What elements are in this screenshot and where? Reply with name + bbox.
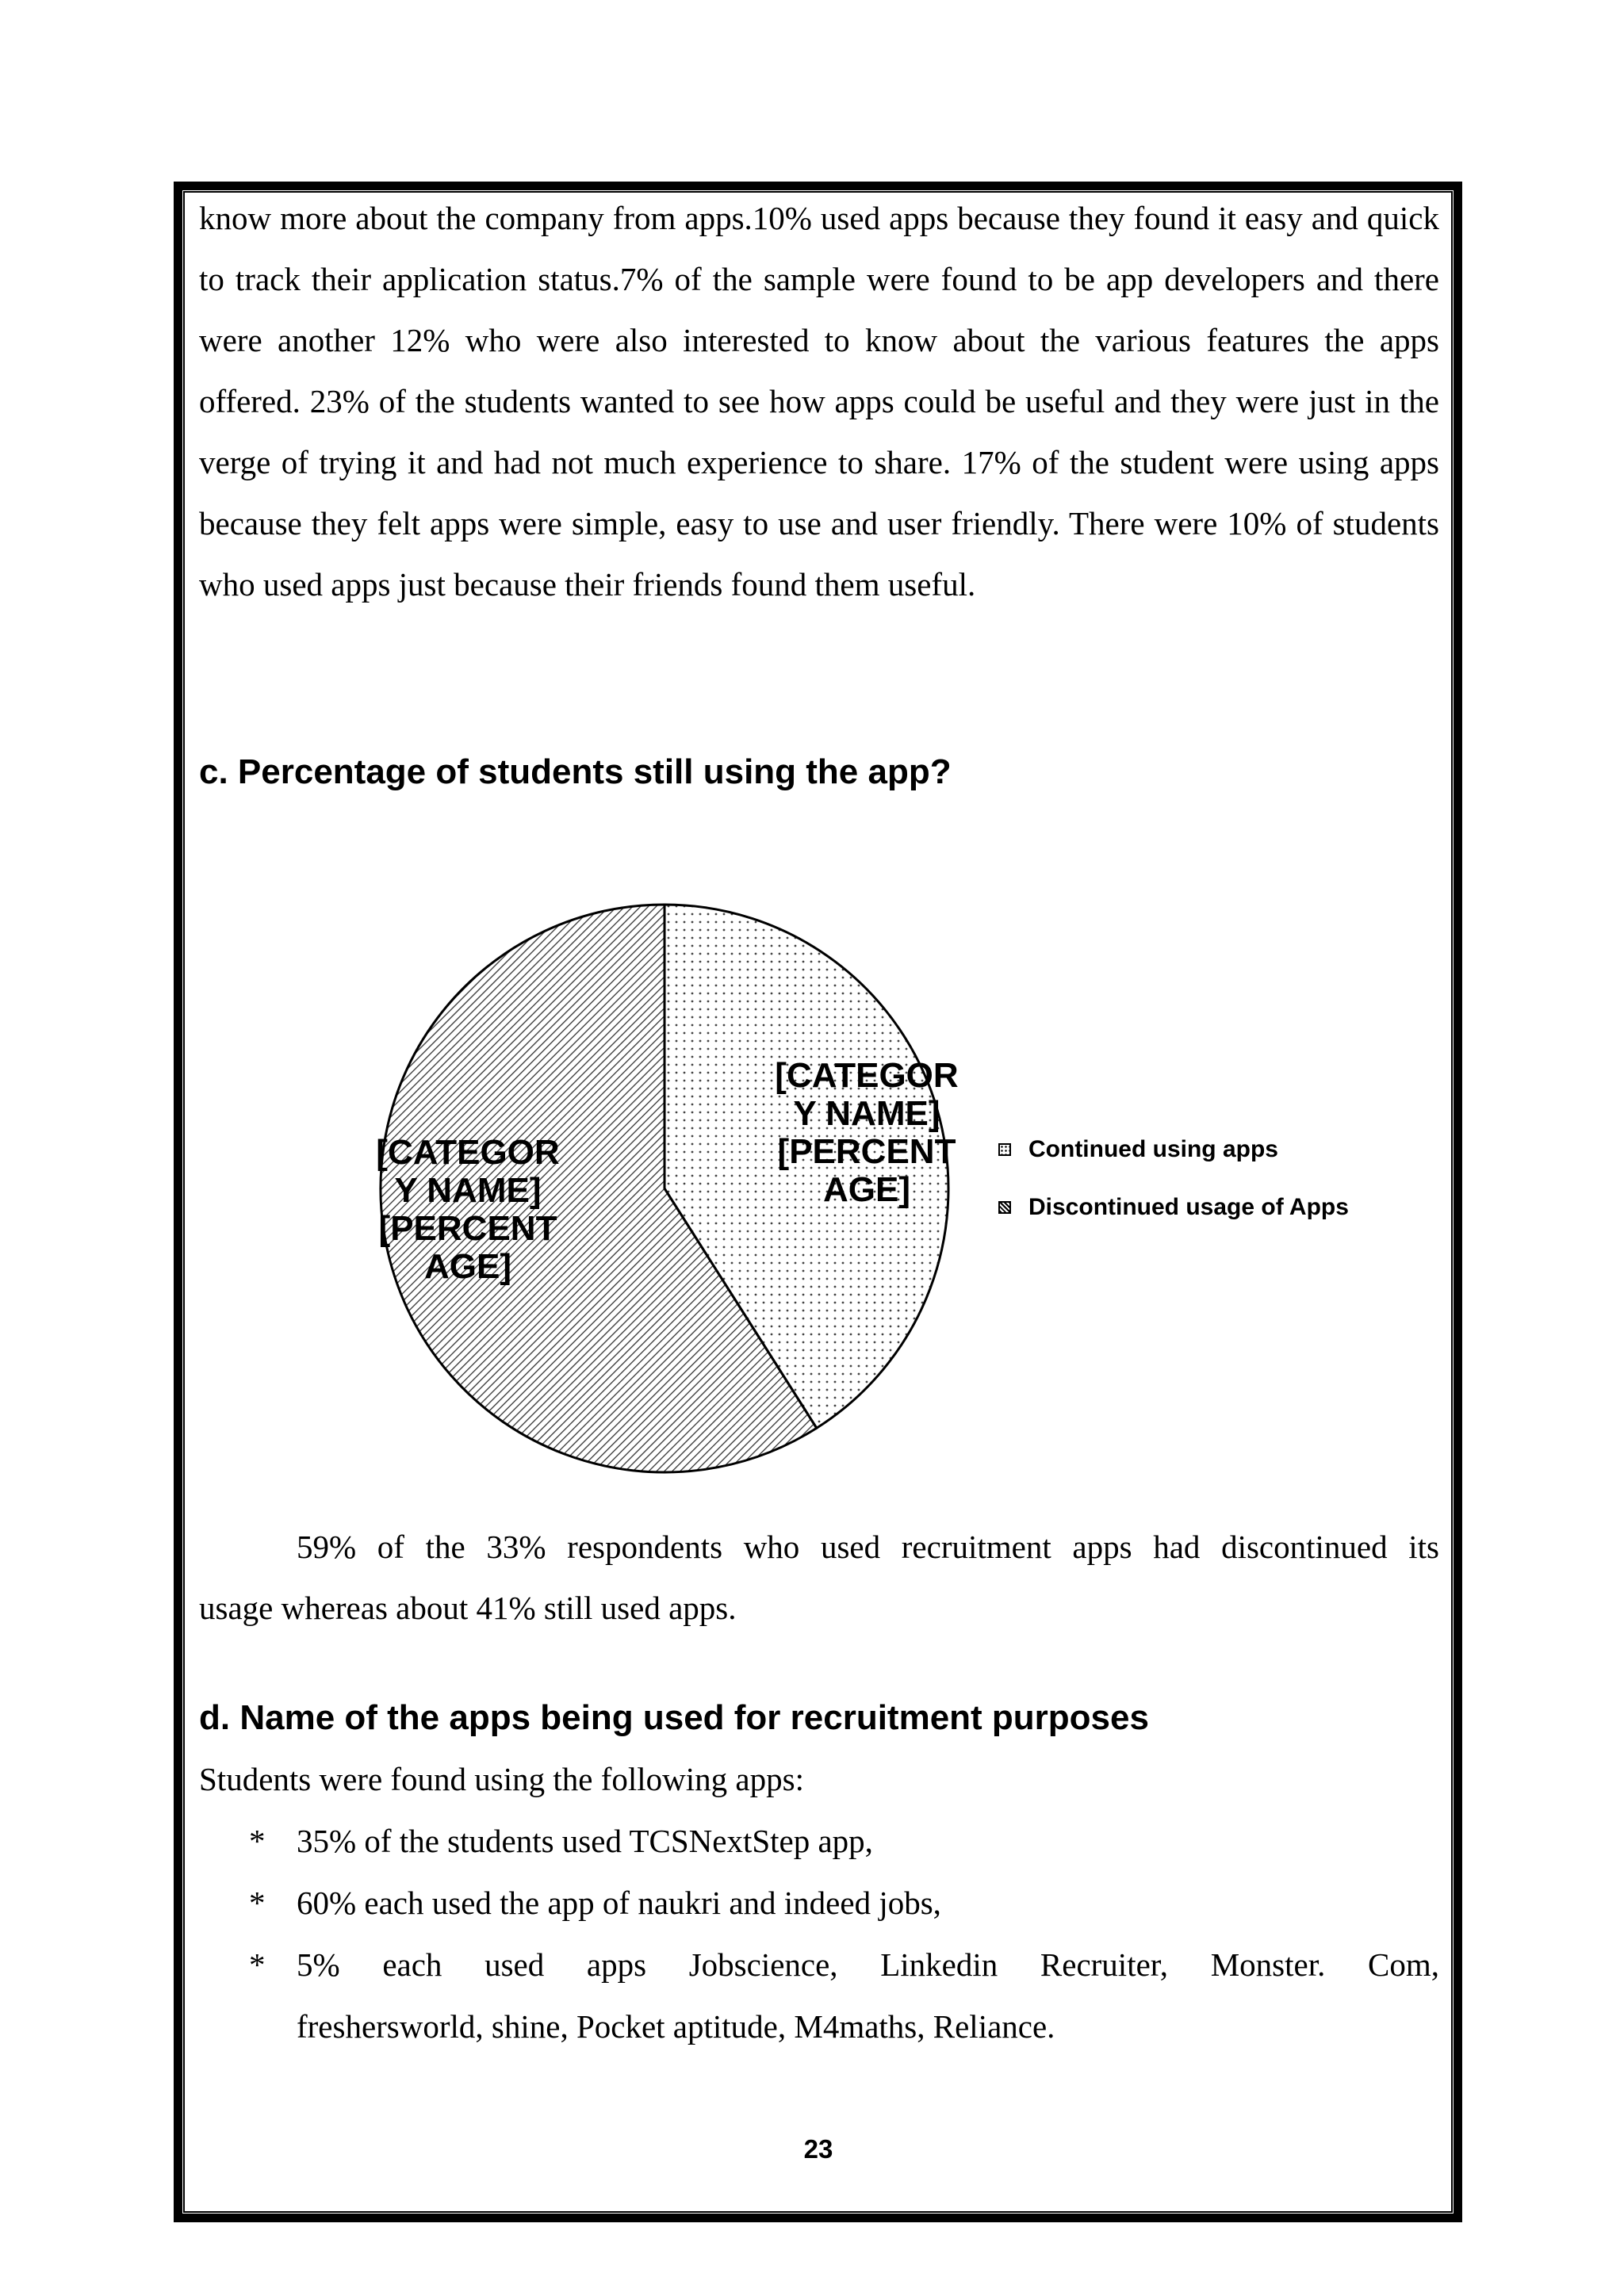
legend-swatch-hatch: [998, 1201, 1011, 1214]
bullet-marker: *: [249, 1823, 266, 1859]
legend-label: Discontinued usage of Apps: [1028, 1194, 1349, 1220]
label-line: AGE]: [823, 1170, 910, 1209]
legend-label: Continued using apps: [1028, 1136, 1278, 1162]
heading-c: c. Percentage of students still using the app?: [199, 752, 952, 791]
legend-item-continued: [998, 1135, 1278, 1164]
label-line: Y NAME]: [793, 1094, 940, 1133]
bullet-item-continuation: freshersworld, shine, Pocket aptitude, M4maths, Reliance.: [297, 2008, 1055, 2045]
label-line: [PERCENT: [378, 1209, 557, 1248]
bullet-marker: *: [249, 1946, 266, 1983]
paragraph-pie-summary-line1: 59% of the 33% respondents who used recruitment apps had discontinued its: [297, 1529, 1439, 1565]
bullet-item: 5% each used apps Jobscience, Linkedin Recruiter, Monster. Com,: [297, 1946, 1439, 1983]
label-line: [CATEGOR: [775, 1056, 959, 1095]
label-line: AGE]: [424, 1247, 511, 1286]
bullet-marker: *: [249, 1885, 266, 1921]
legend-swatch-dots: [998, 1143, 1011, 1156]
page-number: 23: [803, 2134, 833, 2164]
paragraph-pie-summary-line2: usage whereas about 41% still used apps.: [199, 1590, 737, 1626]
label-line: [PERCENT: [777, 1132, 956, 1171]
label-line: [CATEGOR: [376, 1133, 560, 1172]
apps-intro: Students were found using the following apps:: [199, 1761, 804, 1797]
heading-d: d. Name of the apps being used for recruitment purposes: [199, 1698, 1149, 1737]
label-line: Y NAME]: [394, 1171, 542, 1210]
legend-item-discontinued: [998, 1193, 1349, 1222]
paragraph-app-reasons: know more about the company from apps.10% used apps because they found it easy and quick to track their application status.7% of the sample were found to be app developers and there were another 12% who were also interested to know about the various features the apps offered. 23% of the students wanted to see how apps could be useful and they were just in the verge of trying it and had not much experience to share. 17% of the student were using apps because they felt apps were simple, easy to use and user friendly. There were 10% of students who used apps just because their friends found them useful.: [199, 200, 1439, 603]
bullet-item: 35% of the students used TCSNextStep app,: [297, 1823, 873, 1859]
bullet-item: 60% each used the app of naukri and indeed jobs,: [297, 1885, 941, 1921]
slice-label-discontinued: [365, 1134, 571, 1286]
slice-label-continued: [764, 1057, 970, 1209]
